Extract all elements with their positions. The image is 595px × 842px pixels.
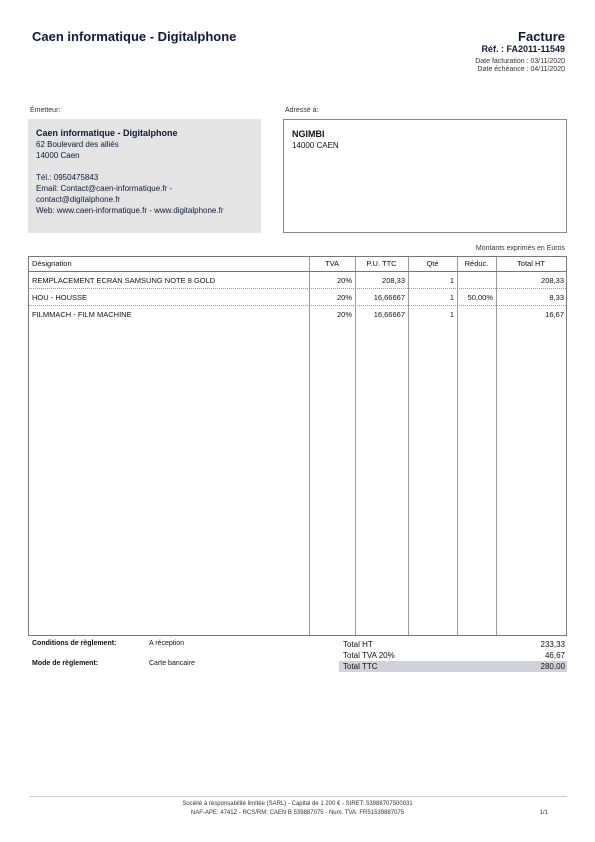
- cell-total-ht: 16,67: [545, 310, 564, 319]
- page-number: 1/1: [539, 810, 548, 816]
- footer-legal-2: NAF-APE: 4741Z - RCS/RM: CAEN B 539887075 - Num. TVA: FR51539887075: [190, 810, 405, 816]
- total-ttc-row: [339, 661, 567, 672]
- due-date: Date échéance : 04/11/2020: [477, 66, 565, 73]
- cell-tva: 20%: [336, 310, 352, 319]
- table-row: [29, 308, 566, 322]
- header-total-ht: Total HT: [517, 259, 545, 268]
- table-row: [29, 291, 566, 306]
- cell-pu-ttc: 16,66667: [373, 310, 405, 319]
- totals-block: [339, 639, 567, 672]
- payment-mode-label: Mode de règlement:: [32, 660, 99, 667]
- cell-pu-ttc: 16,66667: [373, 293, 405, 302]
- cell-designation: HOU - HOUSSE: [32, 293, 88, 302]
- recipient-city: 14000 CAEN: [292, 141, 339, 150]
- header-designation: Désignation: [32, 259, 72, 268]
- header-discount: Réduc.: [464, 259, 489, 268]
- cell-total-ht: 8,33: [549, 293, 564, 302]
- cell-tva: 20%: [336, 276, 352, 285]
- sender-label: Émetteur:: [30, 107, 61, 114]
- document-type: Facture: [518, 29, 565, 44]
- table-row: [29, 274, 566, 289]
- cell-tva: 20%: [336, 293, 352, 302]
- footer-divider: [30, 796, 567, 797]
- header-pu-ttc: P.U. TTC: [366, 259, 397, 268]
- sender-name: Caen informatique - Digitalphone: [36, 128, 178, 138]
- payment-terms-label: Conditions de règlement:: [32, 640, 117, 647]
- recipient-label: Adressé à:: [285, 107, 319, 114]
- items-table: [28, 256, 567, 636]
- total-ht-label: Total HT: [343, 640, 373, 649]
- recipient-box: [283, 119, 567, 233]
- footer-legal-1: Société à responsabilité limitée (SARL) - Capital de 1 200 € - SIRET: 53988707500031: [182, 801, 413, 807]
- cell-designation: FILMMACH - FILM MACHINE: [32, 310, 132, 319]
- cell-qty: 1: [449, 276, 454, 285]
- sender-box: [28, 119, 261, 233]
- total-ttc-value: 280,00: [540, 662, 565, 671]
- invoice-reference: Réf. : FA2011-11549: [481, 44, 565, 54]
- sender-phone: Tél.: 0950475843: [36, 173, 99, 182]
- total-tva-row: [339, 650, 567, 661]
- total-ttc-label: Total TTC: [343, 662, 378, 671]
- cell-pu-ttc: 208,33: [382, 276, 405, 285]
- sender-email-1: Email: Contact@caen-informatique.fr -: [36, 184, 173, 193]
- sender-web: Web: www.caen-informatique.fr - www.digitalphone.fr: [36, 206, 224, 215]
- cell-discount: [457, 308, 493, 322]
- payment-mode-value: Carte bancaire: [149, 660, 195, 667]
- table-header: [29, 257, 566, 272]
- cell-discount: [457, 274, 493, 288]
- cell-discount: 50,00%: [467, 293, 493, 302]
- total-ht-row: [339, 639, 567, 650]
- total-tva-label: Total TVA 20%: [343, 651, 395, 660]
- payment-terms-value: A réception: [149, 640, 185, 647]
- sender-address-1: 62 Boulevard des alliés: [36, 140, 119, 149]
- cell-qty: 1: [449, 293, 454, 302]
- currency-note: Montants exprimés en Euros: [475, 245, 565, 252]
- invoice-date: Date facturation : 03/11/2020: [475, 58, 565, 65]
- recipient-name: NGIMBI: [292, 129, 325, 139]
- sender-email-2: contact@digitalphone.fr: [36, 195, 121, 204]
- sender-spacer: [36, 161, 253, 172]
- cell-total-ht: 208,33: [541, 276, 564, 285]
- company-name: Caen informatique - Digitalphone: [32, 29, 237, 44]
- cell-designation: REMPLACEMENT ECRAN SAMSUNG NOTE 8 GOLD: [32, 276, 216, 285]
- header-qty: Qté: [426, 259, 439, 268]
- sender-address-2: 14000 Caen: [36, 151, 80, 160]
- header-tva: TVA: [324, 259, 340, 268]
- cell-qty: 1: [449, 310, 454, 319]
- total-tva-value: 46,67: [544, 651, 565, 660]
- total-ht-value: 233,33: [540, 640, 565, 649]
